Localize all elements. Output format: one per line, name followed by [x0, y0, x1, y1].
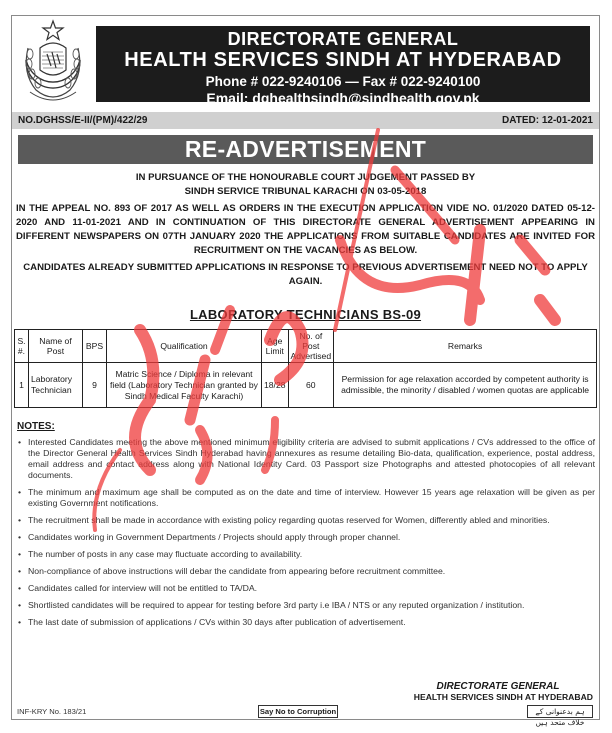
signature-line2: HEALTH SERVICES SINDH AT HYDERABAD: [413, 692, 593, 702]
note-text: Candidates working in Government Departments / Projects should apply through proper channel.: [28, 532, 401, 542]
sindh-emblem-icon: [16, 18, 90, 106]
header: [12, 16, 599, 111]
header-bps: BPS: [83, 330, 107, 363]
reference-number: NO.DGHSS/E-II/(PM)/422/29: [18, 115, 148, 126]
page-title: RE-ADVERTISEMENT: [18, 135, 593, 164]
signature-line1: DIRECTORATE GENERAL: [436, 681, 560, 692]
bullet-icon: •: [18, 515, 22, 525]
note-item: [17, 487, 595, 509]
bullet-icon: •: [18, 437, 22, 447]
bullet-icon: •: [18, 549, 22, 559]
header-age-limit: Age Limit: [262, 330, 289, 363]
note-item: [17, 566, 595, 577]
intro-paragraph: IN THE APPEAL NO. 893 OF 2017 AS WELL AS ORDERS IN THE EXECUTION APPLICATION VIDE NO. 01/2020 DATED 05-12-2020 AND 11-01-2021 AND IN CONTINUATION OF THIS DIRECTORATE GENERAL ADVERTISEMENT APPEARING IN DIFFERENT NEWSPAPERS ON 07TH JANUARY 2020 THE APPLICATIONS FROM SUITABLE CANDIDATES ARE INVITED FOR RECRUITMENT ON THE VACANCIES AS BELOW.: [16, 203, 595, 256]
bullet-icon: •: [18, 487, 22, 497]
table-row: [15, 363, 597, 408]
bullet-icon: •: [18, 600, 22, 610]
header-remarks: Remarks: [334, 330, 597, 363]
header-sno: S. #.: [15, 330, 29, 363]
intro-line1: IN PURSUANCE OF THE HONOURABLE COURT JUDGEMENT PASSED BY: [135, 172, 476, 183]
vacancy-table: [14, 329, 597, 408]
header-post: Name of Post: [29, 330, 83, 363]
cell-post: Laboratory Technician: [29, 363, 83, 408]
org-banner: [96, 26, 590, 106]
note-text: Shortlisted candidates will be required to appear for testing before 3rd party i.e IBA / NTS or any reputed organization / institution.: [28, 600, 525, 610]
table-header-row: [15, 330, 597, 363]
note-item: [17, 515, 595, 526]
note-text: Interested Candidates meeting the above mentioned minimum eligibility criteria are advised to submit applications / CVs addressed to the office of the Director General Health Services Sindh Hyderabad having annexures as resume detailing Bio-data, qualification, experience, postal address, email address and contact address along with National Identity Card. 03 Passport size Photographs and attested photocopies of all relevant documents.: [28, 437, 595, 480]
bullet-icon: •: [18, 617, 22, 627]
note-item: [17, 437, 595, 481]
org-name-line2: HEALTH SERVICES SINDH AT HYDERABAD: [124, 49, 562, 71]
notes-list: [17, 437, 595, 628]
cell-qualification: Matric Science / Diploma in relevant field (Laboratory Technician granted by Sindh Medical Faculty Karachi): [107, 363, 262, 408]
anti-corruption-badge: Say No to Corruption: [259, 707, 337, 716]
bullet-icon: •: [18, 566, 22, 576]
note-item: [17, 549, 595, 560]
note-text: Candidates called for interview will not be entitled to TA/DA.: [28, 583, 258, 593]
section-title: LABORATORY TECHNICIANS BS-09: [189, 307, 422, 322]
header-qualification: Qualification: [107, 330, 262, 363]
note-item: [17, 617, 595, 628]
cell-remarks: Permission for age relaxation accorded by competent authority is admissible, the minority / disabled / women quotas are applicable: [334, 363, 597, 408]
footer: [12, 705, 599, 727]
notes-section: [17, 421, 595, 634]
advertisement-page: [11, 15, 600, 727]
intro-line2: SINDH SERVICE TRIBUNAL KARACHI ON 03-05-2018: [184, 186, 427, 197]
contact-email: Email: dghealthsindh@sindhealth.gov.pk: [206, 90, 480, 106]
note-item: [17, 583, 595, 594]
note-text: The last date of submission of applications / CVs within 30 days after publication of advertisement.: [28, 617, 406, 627]
bullet-icon: •: [18, 583, 22, 593]
reference-date: DATED: 12-01-2021: [502, 115, 593, 126]
intro-notice: CANDIDATES ALREADY SUBMITTED APPLICATIONS IN RESPONSE TO PREVIOUS ADVERTISEMENT NEED NOT TO APPLY AGAIN.: [23, 262, 588, 287]
signature-block: [403, 681, 593, 702]
cell-bps: 9: [83, 363, 107, 408]
note-item: [17, 532, 595, 543]
cell-age-limit: 18/28: [262, 363, 289, 408]
bullet-icon: •: [18, 532, 22, 542]
reference-bar: [12, 112, 599, 129]
inf-number: INF-KRY No. 183/21: [17, 707, 87, 716]
note-text: The number of posts in any case may fluctuate according to availability.: [28, 549, 303, 559]
header-posts: No. of Post Advertised: [288, 330, 334, 363]
note-text: The minimum and maximum age shall be computed as on the date and time of interview. However 15 years age relaxation will be given as per existing Government notifications.: [28, 487, 595, 508]
contact-phone-fax: Phone # 022-9240106 — Fax # 022-9240100: [205, 74, 481, 89]
note-text: Non-compliance of above instructions will debar the candidate from appearing before recruitment committee.: [28, 566, 446, 576]
intro-text: [16, 171, 595, 289]
cell-posts: 60: [288, 363, 334, 408]
notes-heading: NOTES:: [17, 421, 55, 432]
note-item: [17, 600, 595, 611]
urdu-slogan-badge: ہم بدعنوانی کے خلاف متحد ہیں: [527, 705, 593, 718]
cell-sno: 1: [15, 363, 29, 408]
org-name-line1: DIRECTORATE GENERAL: [227, 29, 459, 49]
note-text: The recruitment shall be made in accordance with existing policy regarding quotas reserved for Women, differently abled and minorities.: [28, 515, 550, 525]
